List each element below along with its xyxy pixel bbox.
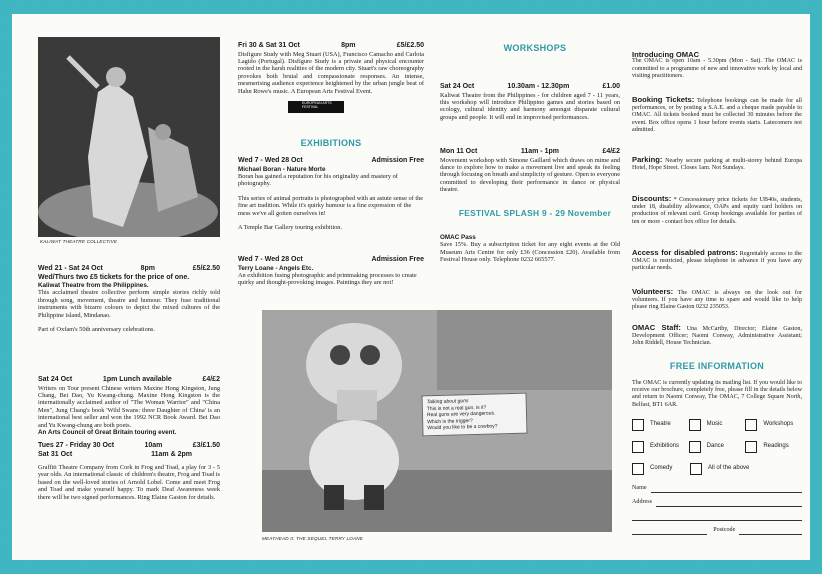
checkbox-readings-label: Readings (763, 443, 789, 450)
discounts-heading: Discounts: (632, 194, 672, 203)
name-field-row (632, 485, 802, 493)
event-graffiti-time2: 11am & 2pm (151, 450, 192, 458)
event-kaliwat-body: This acclaimed theatre collective perform simple stories richly told through song, movement, theatre and humour. They fuse traditional instruments with bizarre colours to depict the mixed cultures of the Philippine island, Mindanao. (38, 289, 220, 319)
checkbox-theatre[interactable] (632, 419, 689, 431)
photo-caption-meathead: MEATHEAD II: THE SEQUEL TERRY LOANE (262, 536, 364, 541)
kaliwat-theatre-photo (38, 37, 220, 244)
address-label: Address (632, 499, 652, 506)
event-graffiti-theatre (38, 442, 220, 501)
workshop-movement-body: Movement workshop with Simone Gaillard which draws on mime and dance to explore how to make a movement live and speak its feeling through focusing on breath and simplicity of gesture. Open to everyone committed to developing their performance in dance or physical theatre. (440, 156, 620, 194)
checkbox-workshops-label: Workshops (763, 421, 794, 428)
postcode-field-row (632, 527, 802, 535)
workshops-heading: WORKSHOPS (503, 43, 567, 53)
checkbox-music[interactable] (689, 419, 746, 431)
omac-staff (632, 324, 802, 348)
checkbox-comedy[interactable] (632, 463, 690, 475)
photo-caption-kaliwat: KALIWAT THEATRE COLLECTIVE (40, 238, 118, 244)
workshop-kaliwat-price: £1.00 (602, 83, 620, 90)
parking (632, 156, 802, 172)
exhibition-angels-dates: Wed 7 - Wed 28 Oct (238, 256, 303, 263)
speech-note-heading: Talking about guns (426, 398, 469, 406)
workshop-kaliwat-body: Kaliwat Theatre from the Philippines - for children aged 7 - 11 years, this workshop will introduce Philippino games and stories based on ecology, cultural identity and harmony amongst disparate cultural groups and people. It will end in improvised performances. (440, 91, 620, 121)
disabled-access (632, 249, 802, 273)
checkbox-exhibitions[interactable] (632, 441, 689, 453)
omac-pass (440, 234, 620, 264)
mailing-list-body: The OMAC is currently updating its mailing list. If you would like to receive our brochure, completely free, please fill in the details below and return to Naomi Conway, The OMAC, 7 College Square North, Belfast, BT1 6AR. (632, 380, 802, 408)
parking-body: Nearby secure parking at multi-storey behind Europa Hotel, Hope Street. Closes 1am. Not Sundays. (632, 158, 802, 172)
meathead-photo (262, 310, 612, 541)
event-writers-price: £4/£2 (202, 376, 220, 383)
workshop-kaliwat (440, 83, 620, 121)
address-line-2 (632, 513, 802, 521)
european-arts-festival-logo: EUROPEAN ARTS FESTIVAL (288, 101, 344, 113)
workshop-movement-time: 11am - 1pm (520, 148, 559, 155)
left-zigzag-border (0, 0, 12, 574)
event-writers-time: 1pm Lunch available (102, 376, 172, 383)
checkbox-exhibitions-box[interactable] (632, 441, 644, 453)
event-kaliwat-note: Part of Oxfam's 50th anniversary celebrations. (38, 326, 155, 334)
event-disfigure-dates: Fri 30 & Sat 31 Oct (238, 42, 300, 49)
exhibition-angels-title: Terry Loane - Angels Etc. (238, 264, 314, 272)
omac-pass-title: OMAC Pass (440, 234, 476, 241)
checkbox-all[interactable] (690, 463, 790, 475)
introducing-omac (632, 51, 802, 80)
exhibition-nature-intro: Boran has gained a reputation for his originality and mastery of photography. (238, 172, 398, 188)
discounts-body: * Concessionary price tickets for UB40s, students, under 18, disability allowance, OAPs and equity card holders on production of relevant card. Group bookings available for parties of ten or more - contact box office for details. (632, 197, 802, 225)
checkbox-theatre-box[interactable] (632, 419, 644, 431)
event-writers-on-tour (38, 376, 220, 436)
event-graffiti-body: Graffiti Theatre Company from Cork in Frog and Toad, a play for 3 - 5 year olds. An international classic of children's theatre, Frog and Toad is based on the well-loved stories of Arnold Lobel. Come and meet Frog and Toad and make yourself happy. To mark Deaf Awareness week there will be two signed performances. Ring Elaine Gaston for details. (38, 464, 220, 501)
booking-tickets (632, 96, 802, 134)
exhibition-angels-etc (238, 256, 424, 287)
exhibition-nature-tour: A Temple Bar Gallery touring exhibition. (238, 223, 343, 231)
event-writers-date: Sat 24 Oct (38, 376, 73, 383)
checkbox-readings[interactable] (745, 441, 802, 453)
volunteers-heading: Volunteers: (632, 287, 674, 296)
checkbox-dance[interactable] (689, 441, 746, 453)
omac-staff-body: Una McCarthy, Director; Elaine Gaston, Development Officer; Naomi Conway, Administrative Assistant; John Riddell, House Technician. (632, 326, 802, 347)
checkbox-comedy-box[interactable] (632, 463, 644, 475)
disabled-access-body: Regrettably access to the OMAC is restricted, please telephone in advance if you have any particular needs. (632, 251, 803, 272)
introducing-omac-heading: Introducing OMAC (632, 50, 700, 59)
event-graffiti-date2: Sat 31 Oct (38, 450, 73, 458)
workshop-movement-date: Mon 11 Oct (440, 148, 478, 155)
event-disfigure-time: 8pm (341, 42, 356, 49)
workshop-movement-price: £4/£2 (602, 148, 620, 155)
checkbox-music-label: Music (706, 421, 723, 428)
event-kaliwat-dates: Wed 21 - Sat 24 Oct (38, 265, 103, 272)
interest-checkboxes (632, 419, 802, 475)
address-field-3[interactable] (632, 527, 707, 535)
workshop-kaliwat-time: 10.30am - 12.30pm (507, 83, 570, 90)
free-information-heading: FREE INFORMATION (669, 361, 765, 371)
disabled-access-heading: Access for disabled patrons: (632, 248, 738, 257)
event-graffiti-price: £3/£1.50 (192, 442, 220, 449)
name-label: Name (632, 485, 647, 492)
event-disfigure-body: Disfigure Study with Meg Stuart (USA), Francisco Camacho and Carlota Lagido (Portugal). Disfigure Study is a private and physical encounter rooted in the harsh realities of the modern city. Stuart's raw choreography provokes both brutal and compassionate responses. An intense, mesmerising audience experience heightened by the urban jungle beat of Hahn Rowe's music. A European Arts Festival Event. (238, 50, 424, 95)
checkbox-comedy-label: Comedy (650, 465, 673, 472)
event-disfigure-price: £5/£2.50 (396, 42, 424, 49)
leaflet-sheet (12, 14, 810, 560)
exhibition-angels-body: An exhibition fusing photographic and printmaking processes to create quirky and thought-provoking images. Paintings they are not! (238, 271, 417, 287)
event-disfigure-study (238, 42, 424, 113)
event-graffiti-time: 10am (144, 442, 163, 449)
speech-note-line-2: Real guns are very dangerous. (426, 410, 496, 419)
event-writers-sponsor: An Arts Council of Great Britain touring event. (38, 428, 177, 436)
speech-note-line-4: Would you like to be a cowboy? (427, 423, 498, 432)
checkbox-all-box[interactable] (690, 463, 702, 475)
exhibitions-heading: EXHIBITIONS (300, 138, 362, 148)
exhibition-nature-admission: Admission Free (371, 157, 424, 164)
exhibition-nature-morte (238, 157, 424, 231)
event-graffiti-dates: Tues 27 - Friday 30 Oct (38, 442, 115, 449)
checkbox-readings-box[interactable] (745, 441, 757, 453)
event-kaliwat-price: £5/£2.50 (192, 265, 220, 272)
discounts (632, 195, 802, 226)
event-kaliwat-company: Kaliwat Theatre from the Philippines. (38, 282, 149, 289)
booking-tickets-heading: Booking Tickets: (632, 95, 695, 104)
speech-note (421, 393, 527, 437)
exhibition-nature-dates: Wed 7 - Wed 28 Oct (238, 157, 303, 164)
postcode-label: Postcode (713, 527, 736, 534)
bottom-zigzag-border (0, 558, 822, 574)
speech-note-line-1: This is not a real gun, is it? (426, 404, 487, 412)
right-zigzag-border (810, 0, 822, 574)
volunteers-body: The OMAC is always on the look out for volunteers. If you have any time to spare and would like to help please ring Elaine Gaston 0232 235053. (632, 290, 802, 311)
workshop-kaliwat-date: Sat 24 Oct (440, 83, 475, 90)
event-kaliwat-offer: Wed/Thurs two £5 tickets for the price of one. (38, 273, 190, 281)
workshop-movement (440, 148, 620, 194)
introducing-omac-body: The OMAC is open 10am - 5.30pm (Mon - Sat). The OMAC is committed to a programme of new and innovative work by local and visiting practitioners. (632, 58, 802, 79)
address-field[interactable] (656, 499, 802, 507)
checkbox-workshops[interactable] (745, 419, 802, 431)
exhibition-nature-body: This series of animal portraits is photographed with an astute sense of the fine art tradition. While it's quirky humour is a fine expression of the mess we've all gotten ourselves in! (238, 194, 424, 217)
mailing-list-form (632, 380, 802, 535)
parking-heading: Parking: (632, 155, 663, 164)
checkbox-all-label: All of the above (708, 465, 750, 472)
festival-splash-heading: FESTIVAL SPLASH 9 - 29 November (458, 208, 612, 218)
event-kaliwat-time: 8pm (140, 265, 155, 272)
checkbox-workshops-box[interactable] (745, 419, 757, 431)
speech-note-line-3: Which is the trigger? (427, 417, 473, 426)
omac-pass-body: Save 15%. Buy a subscription ticket for any eight events at the Old Museum Arts Centre for only £36 (Concession £20). Available from Festival House only. Telephone 0232 665577. (440, 241, 620, 264)
checkbox-dance-box[interactable] (689, 441, 701, 453)
volunteers (632, 288, 802, 312)
booking-tickets-body: Telephone bookings can be made for all performances, or by posting a S.A.E. and a cheque made payable to OMAC. All tickets booked must be collected 30 minutes before the event. Box office opens 1 hour before events starts. Latecomers not admitted. (632, 98, 802, 133)
exhibition-nature-title: Michael Boran - Nature Morte (238, 165, 326, 173)
postcode-field[interactable] (739, 527, 802, 535)
omac-staff-heading: OMAC Staff: (632, 323, 681, 332)
checkbox-dance-label: Dance (706, 443, 725, 450)
address-field-2[interactable] (632, 513, 802, 521)
event-writers-body: Writers on Tour present Chinese writers Maxine Hong Kingston, Jung Chang, Bei Dao, Yu Kwang-chung. Maxine Hong Kingston is the internationally acclaimed author of "The Woman Warrior" and "China Men", Jung Chang's book 'Wild Swans: three Daughter of China' is an international best seller and won the 1992 NCR Book Award. Bei Dao and Yu Kwang-chung are both poets. (38, 384, 220, 429)
checkbox-theatre-label: Theatre (650, 421, 671, 428)
exhibition-angels-admission: Admission Free (371, 256, 424, 263)
checkbox-music-box[interactable] (689, 419, 701, 431)
checkbox-exhibitions-label: Exhibitions (650, 443, 680, 450)
event-kaliwat (38, 265, 220, 333)
name-field[interactable] (651, 485, 802, 493)
address-field-row (632, 499, 802, 507)
